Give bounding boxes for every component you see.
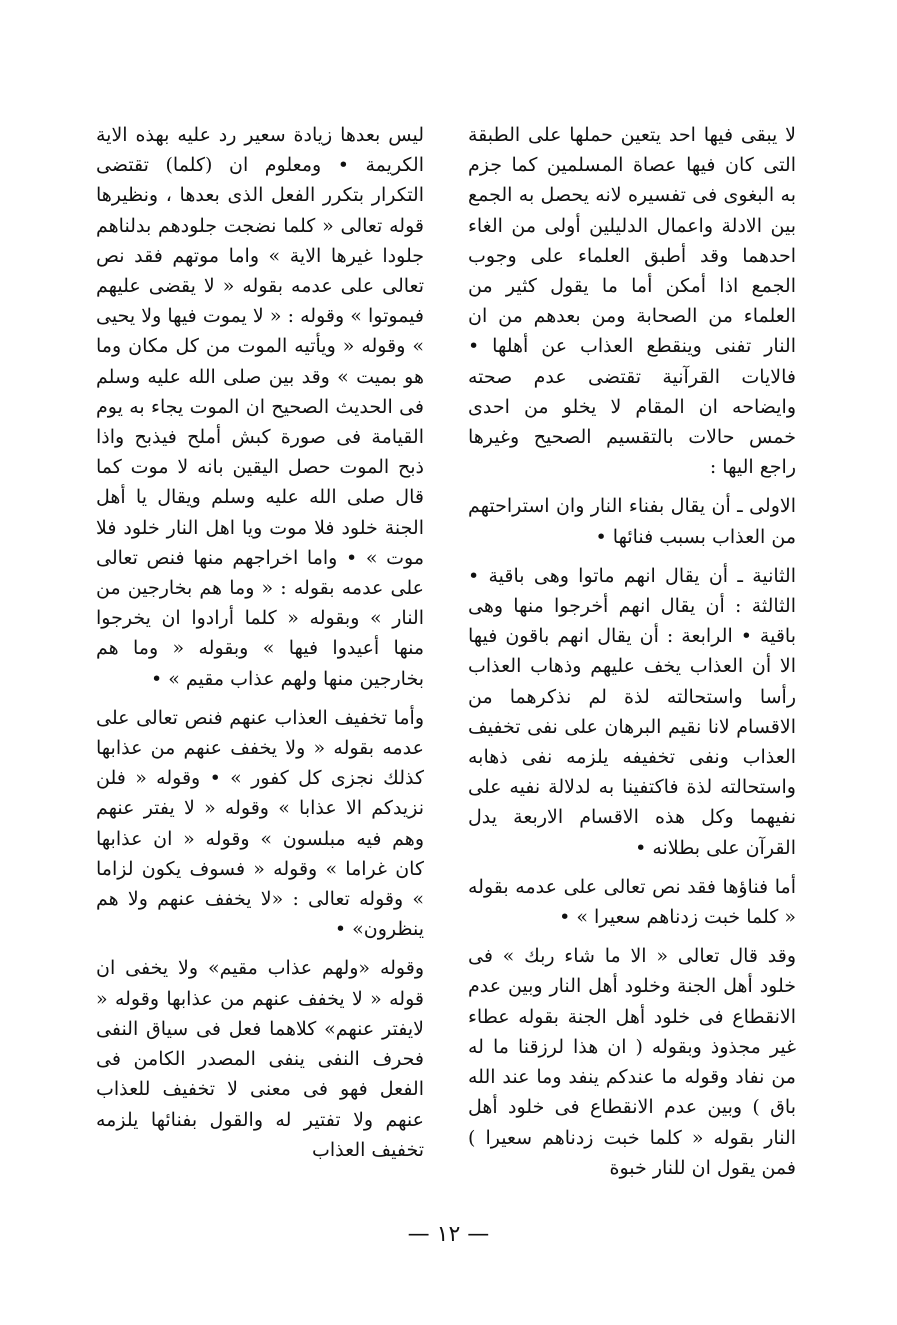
paragraph: أما فناؤها فقد نص تعالى على عدمه بقوله « كلما خبت زدناهم سعيرا » •	[468, 875, 796, 929]
paragraph: وأما تخفيف العذاب عنهم فنص تعالى على عدمه بقوله « ولا يخفف عنهم من عذابها كذلك نجزى كل كفور » • وقوله « فلن نزيدكم الا عذابا » وقوله « لا يفتر عنهم وهم فيه مبلسون » وقوله « ان عذابها كان غراما » وقوله « فسوف يكون لزاما » وقوله تعالى : «لا يخفف عنهم ولا هم ينظرون» •	[96, 706, 424, 941]
page-number: — ١٢ —	[407, 1222, 490, 1247]
text-column-left	[96, 120, 424, 1200]
text-column-right	[468, 120, 796, 1200]
paragraph: ليس بعدها زيادة سعير رد عليه بهذه الاية الكريمة • ومعلوم ان (كلما) تقتضى التكرار بتكرر الفعل الذى بعدها ، ونظيرها قوله تعالى « كلما نضجت جلودهم بدلناهم جلودا غيرها الاية » واما موتهم فقد نص تعالى على عدمه بقوله « لا يقضى عليهم فيموتوا » وقوله : « لا يموت فيها ولا يحيى » وقوله « ويأتيه الموت من كل مكان وما هو بميت » وقد بين صلى الله عليه وسلم فى الحديث الصحيح ان الموت يجاء به يوم القيامة فى صورة كبش أملح فيذبح واذا ذبح الموت حصل اليقين بانه لا موت كما قال صلى الله عليه وسلم ويقال يا أهل الجنة خلود فلا موت ويا اهل النار خلود فلا موت » • واما اخراجهم منها فنص تعالى على عدمه بقوله : « وما هم بخارجين من النار » وبقوله « كلما أرادوا ان يخرجوا منها أعيدوا فيها » وبقوله « وما هم بخارجين منها ولهم عذاب مقيم » •	[96, 124, 424, 690]
paragraph: لا يبقى فيها احد يتعين حملها على الطبقة التى كان فيها عصاة المسلمين كما جزم به البغوى فى تفسيره لانه يحصل به الجمع بين الادلة واعمال الدليلين أولى من الغاء احدهما وقد أطبق العلماء على وجوب الجمع اذا أمكن أما ما يقول كثير من العلماء من الصحابة ومن بعدهم من ان النار تفنى وينقطع العذاب عن أهلها • فالايات القرآنية تقتضى عدم صحته وايضاحه ان المقام لا يخلو من احدى خمس حالات بالتقسيم الصحيح وغيرها راجع اليها :	[468, 124, 796, 479]
paragraph: وقوله «ولهم عذاب مقيم» ولا يخفى ان قوله « لا يخفف عنهم من عذابها وقوله « لايفتر عنهم» كلاهما فعل فى سياق النفى فحرف النفى ينفى المصدر الكامن فى الفعل فهو فى معنى لا تخفيف للعذاب عنهم ولا تفتير له والقول بفنائها يلزمه تخفيف العذاب	[96, 957, 424, 1161]
paragraph: الثانية ـ أن يقال انهم ماتوا وهى باقية • الثالثة : أن يقال انهم أخرجوا منها وهى باقية • الرابعة : أن يقال انهم باقون فيها الا أن العذاب يخف عليهم وذهاب العذاب رأسا واستحالته لذة لم نذكرهما من الاقسام لانا نقيم البرهان على نفى تخفيف العذاب ونفى تخفيفه يلزمه نفى ذهابه واستحالته لذة فاكتفينا به لدلالة نفيه على نفيهما وكل هذه الاقسام الاربعة يدل القرآن على بطلانه •	[468, 564, 796, 859]
paragraph: الاولى ـ أن يقال بفناء النار وان استراحتهم من العذاب بسبب فنائها •	[468, 495, 796, 548]
paragraph: وقد قال تعالى « الا ما شاء ربك » فى خلود أهل الجنة وخلود أهل النار وبين عدم الانقطاع فى خلود أهل الجنة بقوله عطاء غير مجذوذ وبقوله ( ان هذا لرزقنا ما له من نفاد وقوله ما عندكم ينفد وما عند الله باق ) وبين عدم الانقطاع فى خلود أهل النار بقوله « كلما خبت زدناهم سعيرا ) فمن يقول ان للنار خبوة	[468, 945, 796, 1179]
